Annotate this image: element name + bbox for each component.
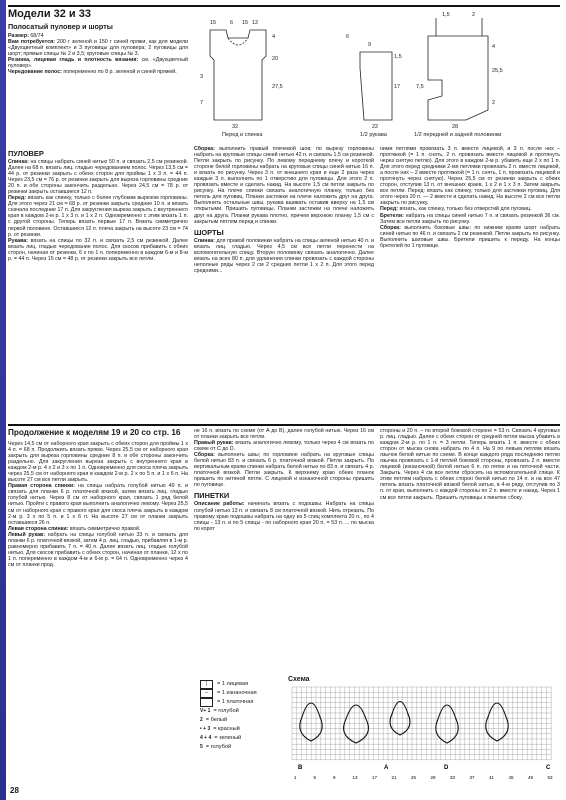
legend-text: = голубой [205,744,232,750]
instruction-paragraph [194,452,374,488]
legend-symbol: 4 + 4 [200,735,212,741]
paragraph-text: 68/74 [28,33,44,39]
paragraph-text: набрать на спицы голубой нитью 33 п. и связать для планки 6 р. платочной вязкой, затем 4 р. лиц. гладью, прибавляя в 1-м р. равномерно прибавить 7 п. = 40 п. Далее вязать лиц. гладью голубой нитью. Для скосов прибавить с обеих сторон, начиная от планки, 12 х по 1 п. попеременно в каждом 4-м и 6-м р. = 64 п. Одновременно через 4 см от планки прод. [8,531,188,568]
svg-text:6: 6 [230,20,234,26]
chart-col-number: 5 [313,775,317,780]
svg-text:17: 17 [394,84,401,90]
svg-text:1,5: 1,5 [394,54,402,60]
chart-col-number: 45 [508,775,514,780]
instruction-paragraph [8,57,188,69]
legend-item [200,743,284,752]
paragraph-label: Рукава: [8,237,28,244]
instruction-paragraph [380,225,560,249]
paragraph-text: на спицы набрать синей нитью 50 п. и связать 2,5 см резинкой. Далее на 68 п. вязать лиц. гладью чередованием полос. Через 13,5 см = 44 р. от резинки закрыть с обеих сторон для проймы 1 х 3 п. = 44 п. Через 23,5 см = 76 р. от резинки закрыть для выреза горловины средние 20 п. и обе стороны закончить раздельно. Через 24,5 см = 78 р. от резинки закрыть оставшиеся 12 п. [8,159,188,196]
paragraph-text: набрать на спицы синей нитью 7 п. и связать резинкой 36 см. Затем все петли закрыть по рисунку. [380,212,560,225]
svg-text:7,5: 7,5 [416,84,424,90]
instruction-paragraph [194,146,374,225]
svg-text:25,5: 25,5 [492,68,503,74]
paragraph-text: попеременно по 8 р. зеленой и синей пряжей. [61,69,177,76]
chart-col-number: 41 [489,775,495,780]
paragraph-label: Резинка, лицевая гладь и плотность вязания: [8,57,139,64]
chart-motif [300,703,322,741]
paragraph-text: для правой половинки набрать на спицы зеленой нитью 40 п. и вязать лиц. гладью. Через 4,5 см все петли перенести на вспомогательную спицу. Вторую половинку связать аналогично. Далее вязать на всех 80 п. для удлинения спинки провязать с каждой стороны неполные ряды через 2 см 2 средних петли 1 х 2 п. Для этого перед средними... [194,237,374,274]
legend-text: = белый [205,717,228,723]
instruction-paragraph [194,440,374,452]
bottom-col-1 [8,428,188,774]
paragraph-label: Левый рукав: [8,531,46,538]
legend-item [200,716,284,725]
chart-axis-letter: D [444,765,449,771]
legend-item [200,707,284,716]
legend-item [200,680,284,689]
bottom-col-3 [380,428,560,674]
legend-symbol: 5 [200,744,203,750]
paragraph-label: Спинка: [194,237,215,244]
legend-item [200,734,284,743]
svg-text:15: 15 [242,20,249,26]
svg-text:6: 6 [346,34,350,40]
paragraph-label: Левая сторона спинки: [8,525,69,532]
legend-symbol: | [200,680,213,689]
legend-text: = 1 платочная [217,699,254,705]
models-subtitle: Полосатый пуловер и шорты [8,22,113,31]
chart-col-number: 25 [411,775,417,780]
paragraph-label: Размер: [8,33,29,39]
legend-text: = голубой [213,708,239,714]
paragraph-label: Сборка: [194,146,215,152]
page-number: 28 [10,786,19,795]
top-col-2 [194,146,374,418]
chart-axis-letter: A [384,765,389,771]
instruction-paragraph [8,483,188,525]
paragraph-label: Вам потребуется: [8,39,56,46]
paragraph-text: вязать аналогично левому, только через 4 см вязать по схеме от C до D. [194,440,374,453]
intro-list [8,33,188,75]
instruction-paragraph [8,238,188,262]
instruction-paragraph [8,159,188,195]
svg-text:7: 7 [200,100,204,106]
chart-grid-svg [288,683,560,783]
legend-item [200,698,284,707]
instruction-paragraph [194,501,374,531]
svg-text:32: 32 [232,124,239,130]
paragraph-text: на спицы набрать голубой нитью 49 п. и связать для планки 6 р. платочной вязкой, затем вязать лиц. гладью голубой нитью. Через 8 см от наборного края, связать 1 ряд белой нитью. Пройти с правого края выполнить аналогично левому. Через 25,5 см от наборного края с правого края для скоса плеча закрыть в каждом 2-м р. 3 х по 5 п. и 1 х 6 п. На высоте 27 см от планки закрыть оставшиеся 26 п. [8,483,188,526]
svg-text:3: 3 [200,74,204,80]
svg-text:2: 2 [472,12,476,18]
paragraph-label: Бретели: [380,212,404,219]
paragraph-label: Спинка: [8,159,29,165]
svg-text:4: 4 [492,44,496,50]
legend-item [200,689,284,698]
chart-title: Схема [288,676,310,683]
legend-symbol: • + 3 [200,726,211,732]
chart-motif [486,703,508,741]
chart-motif [344,705,369,743]
svg-text:27,5: 27,5 [272,84,283,90]
top-col-3 [380,146,560,418]
chart-motif [436,705,458,743]
chart-col-number: 17 [372,775,378,780]
paragraph-text: начинать вязать с подошвы. Набрать на спицы голубой нитью 13 п. и связать 8 см платочной вязкой. Нить отрезать. По правому краю подошвы набрать на одну из 5 спиц комплекта 20 п., по 4 спицы - 13 п. и по 5 спицы - по наборного края 20 п. = 53 п. ... по мыска по корот [194,501,374,532]
legend-symbol: 2 [200,717,203,723]
svg-text:9: 9 [368,42,372,48]
legend-symbol [200,698,213,707]
bottom-col-2 [194,428,374,674]
instruction-paragraph [8,69,188,75]
paragraph-text: выполнить правый плечевой шов; по вырезу горловины набрать на круговые спицы синей нитью 42 п. и связать 1,5 см резинкой. Петли закрыть по рисунку. По левому переднему плечу и короткой стороне белой горловины набрать на круговые спицы синей нитью 16 п. и вязать по рисунку. Через 3 п. от внешнего края и еще 2 раза через каждые 3 п. выполнить по 1 отверстию для пуговицы. Для этого 2 п. провязать вместе и сделать накид. На высоте 1,5 см петли закрыть по рисунку. На плече спинки связать аналогичную планку, только без петель для пуговиц. Планки застежки на плече наложить друг на друга. Выполнить остальные швы, рукава вшивать оставив вверху на 1,5 см открытыми. Пришить пуговицы. Планки застежки на плече наложить друг на друга. Планки рукава плотно, причем верхнюю планку 1,5 см с закрытым петлям перед и спинки. [194,146,374,225]
svg-text:4: 4 [272,34,276,40]
paragraph-text: см. «Двухцветный пуловер». [8,57,188,70]
instruction-paragraph [194,238,374,274]
instruction-paragraph [380,213,560,225]
svg-text:12: 12 [252,20,259,26]
paragraph-text: вязать, как спинку, только без отверстий для пуговиц. [398,206,532,213]
top-col-1 [8,146,188,418]
page-spine [0,0,6,800]
svg-text:2: 2 [492,100,496,106]
paragraph-text: вязать как спинку, только с более глубоким вырезом горловины. Для этого через 21 см = 68 р. от резинки закрыть средние 10 п. и вязать сначала последние 17 п. Для закругления выреза закрыть с внутреннего края в каждом 2-м р. 1 х 3 п. и 1 х 2 п. Одновременно с этим вязать 1 п. с другой стороны. Теперь вязать первые 17 п. Вязать симметрично первой половине. Оставшиеся 12 п. плеча закрыть на высоте 23 см = 74 р. от резинки. [8,195,188,238]
diagram-label-front-back: Перед и спинка [222,132,263,138]
paragraph-label: Правая сторона спинки: [8,483,75,490]
paragraph-text: Через 14,5 см от наборного края закрыть с обеих сторон для проймы 1 х 4 п. = 68 п. Продолжить вязать прямо. Через 25,5 см от наборного края закрыть для выреза горловины средние 8 п. и обе стороны закончить раздельно. Для закругления выреза закрыть с внутреннего края в каждом 2-м р. 4 х 2 и 3 х по 1 п. Одновременно для скоса плеча закрыть через 25,5 см от наборного края в каждом 2-м р. 2 х по 5 п. и 1 х 6 п. На высоте 27 см все петли закрыть. [8,441,188,484]
paragraph-text: стороны и 20 п. – по второй боковой стороне = 53 п. Связать 4 круговых р. лиц. гладью. Далее с обеих сторон от средней петли мыска убавить в каждом 2-м р. по 1 п. = 3 петли. Теперь вязать 1 п. вместе с обеих сторон от мыска снова набрать по 4 п. На 9 по левым петлям вязать язычок белой нитью по схеме. В конце каждого ряда последнюю петлю язычка провязать с 1-й петлей боковой стороны, провязать 2 п. вместе лицевой (изнаночной) белой нитью 6 п. по пятке и на пяточной части. Закрыть. Через 4 см все петли сбросить на вспомогательной спице. К этим петлям набрать с обеих сторон белой нитью по 14 п. и на все 47 петель вязать платочной вязкой белой нитью, в 4-м ряду, отступив по 3 п. от края, выполнить с каждой стороны по 2 п. вместе и накид. Через 1 см все петли закрыть. Пришить пуговицы к пинетке сбоку. [380,428,560,501]
chart-col-number: 49 [528,775,534,780]
paragraph-text: 200 г зеленой и 150 г синей пряжи, как для модели «Двухцветный комплект» и 3 пуговицы для пуловера; 2 пуговицы для шорт; прямые спицы № 2 и 3,5; круговые спицы № 3. [8,39,188,58]
diagram-label-sleeve: 1/2 рукава [360,132,387,138]
svg-text:15: 15 [210,20,217,26]
legend-text: = 1 изнаночная [217,690,257,696]
svg-text:22: 22 [372,124,379,130]
instruction-paragraph [8,195,188,237]
svg-text:28: 28 [452,124,459,130]
chart-col-number: 53 [547,775,553,780]
paragraph-text: не 16 п. вязать по схеме (от А до В), далее голубой нитью. Через 16 см от планки закрыть все петли. [194,428,374,441]
legend-symbol: V+ 1 [200,708,211,714]
paragraph-label: Чередование полос: [8,69,62,76]
diagram-label-shorts: 1/2 передней и задней половинки [414,132,502,138]
paragraph-text: вязать симметрично правой. [68,525,141,532]
paragraph-text: ними петлями провязать 3 п. вместе лицевой, и 3 п. после них – протяжкой (= 1 п. снять, 2 п. провязать вместе лицевой и протянуть через снятую петлю). Для этого в каждом 2-м р. убавить еще 2 х по 1 п. Для этого перед средними 2-мя петлями провязать 2 п. вместе лицевой, а после них – 2 вместе протяжкой (= 1 п. снять, 1 п. провязать лицевой и протянуть через снятую). Через 25,5 см от резинки закрыть с обеих сторон, отступив 13 п. от внешних краев, 1 х 2 и 1 х 3 п. Затем закрыть все петли. Перед: вязать как спинку, только для застежки пуговиц. Для этого через 20 п. — 2 вместе и сделать накид. На высоте 2 см все петли закрыть по рисунку. [380,146,560,207]
legend-item [200,725,284,734]
section-heading: ПИНЕТКИ [194,491,230,501]
legend-text: = красный [213,726,240,732]
bottom-rule [8,424,560,426]
chart-axis-letter: B [298,765,303,771]
chart-col-number: 37 [469,775,475,780]
legend-text: = зеленый [214,735,242,741]
chart-legend [200,680,284,776]
paragraph-label: Перед: [380,206,399,213]
models-title: Модели 32 и 33 [8,8,91,20]
legend-symbol: – [200,689,213,698]
knitting-chart [288,676,560,786]
chart-col-number: 29 [430,775,436,780]
top-rule [8,5,560,7]
chart-col-number: 21 [391,775,397,780]
garment-diagrams [196,8,560,142]
chart-col-number: 1 [294,775,297,780]
instruction-paragraph [8,532,188,568]
chart-axis-letter: C [546,765,551,771]
instruction-paragraph [380,428,560,501]
top-intro [8,8,188,148]
chart-col-number: 13 [352,775,358,780]
continuation-title: Продолжение к моделям 19 и 20 со стр. 16 [8,428,181,437]
svg-text:20: 20 [272,56,279,62]
paragraph-text: выполнить боковые швы; по нижним краям шорт набрать синей нитью по 46 п. и связать 2 см резинкой. Петли закрыть по рисунку. Выполнить шаговые швы. Бретели пришить к переду. На концы бретелей по 1 пуговице. [380,224,560,249]
section-heading: ШОРТЫ [194,227,224,237]
paragraph-label: Сборка: [380,224,401,231]
legend-text: = 1 лицевая [217,681,249,687]
paragraph-label: Перед: [8,195,27,202]
section-heading: ПУЛОВЕР [8,149,44,158]
instruction-paragraph [8,39,188,57]
svg-text:1,5: 1,5 [442,12,450,18]
paragraph-text: выполнить швы; по горловине набрать на круговые спицы белой нитью 83 п. и связать 6 р. платочной вязкой. Петли закрыть. По вертикальным краям спинки набрать белой нитью по 83 п. и связать 4 р. платочной вязкой. Петли закрыть. К верхнему краю обеих планок пришить по нитяной петле. С лицевой и изнаночной стороны пришить по пуговице. [194,452,374,489]
paragraph-label: Описание работы: [194,501,245,508]
chart-col-number: 9 [333,775,336,780]
instruction-paragraph [380,146,560,206]
chart-col-number: 33 [450,775,456,780]
instruction-paragraph [8,441,188,483]
paragraph-text: вязать на спицы по 32 п. и связать 2,5 см резинкой. Далее вязать лиц. гладью чередование полос. Для скосов прибавить с обеих сторон, начиная от резинки, 6 х по 1 п. попеременно в каждом 6-м и 8-м р. = 44 п. Через 15 см = 48 р. от резинки закрыть все петли. [8,237,188,262]
paragraph-label: Сборка: [194,452,215,459]
instruction-paragraph [194,428,374,440]
garment-diagram-svg [196,8,560,142]
paragraph-label: Правый рукав: [194,440,234,447]
